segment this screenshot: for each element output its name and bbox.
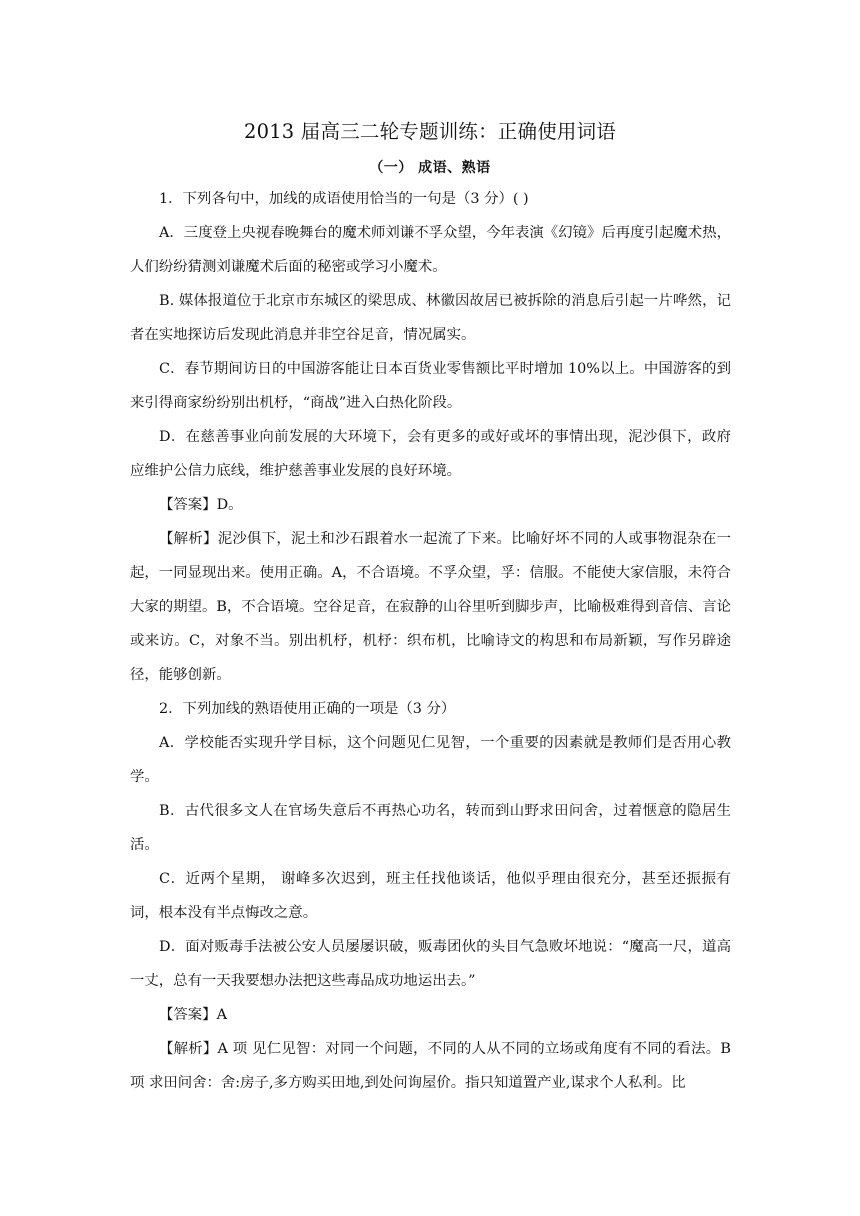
question-2-option-a: A．学校能否实现升学目标，这个问题见仁见智，一个重要的因素就是教师们是否用心教学。	[130, 735, 731, 785]
question-2-option-b: B．古代很多文人在官场失意后不再热心功名，转而到山野求田问舍，过着惬意的隐居生活。	[130, 803, 731, 853]
question-1-explanation: 【解析】泥沙俱下，泥土和沙石跟着水一起流了下来。比喻好坏不同的人或事物混杂在一起，一同显现出来。使用正确。A，不合语境。不孚众望，孚：信服。不能使大家信服，未符合大家的期望。B，不合语境。空谷足音，在寂静的山谷里听到脚步声，比喻极难得到音信、言论或来访。C，对象不当。别出机杼，机杼：织布机，比喻诗文的构思和布局新颖，写作另辟途径，能够创新。	[130, 531, 731, 683]
question-2-explanation: 【解析】A 项 见仁见智：对同一个问题，不同的人从不同的立场或角度有不同的看法。B 项 求田问舍：舍:房子,多方购买田地,到处问询屋价。指只知道置产业,谋求个人私利。比	[130, 1041, 731, 1091]
question-2-stem: 2．下列加线的熟语使用正确的一项是（3 分）	[159, 701, 456, 717]
question-1-answer: 【答案】D。	[159, 497, 243, 513]
question-1-option-c: C．春节期间访日的中国游客能让日本百货业零售额比平时增加 10%以上。中国游客的到来引得商家纷纷别出机杼，“商战”进入白热化阶段。	[130, 361, 731, 411]
question-1-option-d: D．在慈善事业向前发展的大环境下，会有更多的或好或坏的事情出现，泥沙俱下，政府应维护公信力底线，维护慈善事业发展的良好环境。	[130, 429, 731, 479]
document-title: 2013 届高三二轮专题训练：正确使用词语	[243, 120, 617, 143]
question-2-option-c: C．近两个星期， 谢峰多次迟到，班主任找他谈话，他似乎理由很充分，甚至还振振有词，根本没有半点悔改之意。	[130, 871, 731, 921]
question-2-option-d: D．面对贩毒手法被公安人员屡屡识破，贩毒团伙的头目气急败坏地说：“魔高一尺，道高一丈，总有一天我要想办法把这些毒品成功地运出去。”	[130, 939, 731, 989]
question-1-option-a: A．三度登上央视春晚舞台的魔术师刘谦不孚众望，今年表演《幻镜》后再度引起魔术热，人们纷纷猜测刘谦魔术后面的秘密或学习小魔术。	[130, 225, 731, 275]
question-1-stem: 1．下列各句中，加线的成语使用恰当的一句是（3 分）( )	[159, 191, 529, 207]
question-2-answer: 【答案】A	[159, 1007, 227, 1023]
question-1-option-b: B. 媒体报道位于北京市东城区的梁思成、林徽因故居已被拆除的消息后引起一片哗然，记者在实地探访后发现此消息并非空谷足音，情况属实。	[130, 293, 731, 343]
section-heading: （一） 成语、熟语	[369, 160, 491, 176]
